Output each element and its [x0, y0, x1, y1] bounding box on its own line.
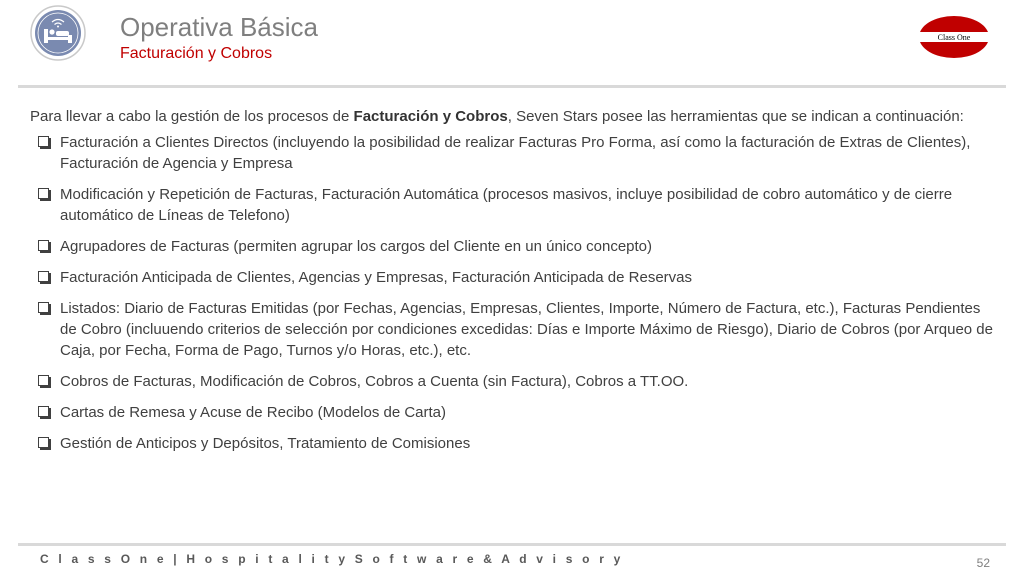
class-one-logo [918, 15, 990, 59]
intro-paragraph [30, 106, 998, 127]
list-item [30, 184, 998, 226]
bed-icon [30, 5, 86, 61]
footer-brand-text: C l a s s O n e | H o s p i t a l i t y S o f t w a r e & A d v i s o r y [40, 552, 624, 566]
list-item-text: Facturación a Clientes Directos (incluyendo la posibilidad de realizar Facturas Pro Forma, así como la facturación de Extras de Clientes), Facturación de Agencia y Empresa [60, 134, 971, 172]
list-item [30, 298, 998, 361]
list-item [30, 433, 998, 454]
list-item-text: Modificación y Repetición de Facturas, Facturación Automática (procesos masivos, incluye posibilidad de cobro automático y de cierre automático de Líneas de Telefono) [60, 186, 953, 224]
intro-text-after: , Seven Stars posee las herramientas que se indican a continuación: [507, 108, 964, 125]
list-item [30, 267, 998, 288]
list-item-text: Cartas de Remesa y Acuse de Recibo (Modelos de Carta) [60, 404, 447, 421]
list-item-text: Gestión de Anticipos y Depósitos, Tratamiento de Comisiones [60, 435, 471, 452]
page-number: 52 [976, 556, 990, 570]
list-item [30, 236, 998, 257]
checkbox-bullet-icon [38, 406, 49, 417]
checkbox-bullet-icon [38, 188, 49, 199]
page-subtitle: Facturación y Cobros [120, 45, 273, 62]
class-one-logo-text: Class One [937, 33, 971, 42]
checkbox-bullet-icon [38, 437, 49, 448]
title-block [120, 12, 318, 64]
intro-text-before: Para llevar a cabo la gestión de los procesos de [30, 108, 354, 125]
checkbox-bullet-icon [38, 375, 49, 386]
list-item [30, 402, 998, 423]
seven-stars-logo [30, 5, 86, 61]
main-content [30, 106, 998, 464]
checkbox-bullet-icon [38, 271, 49, 282]
list-item-text: Listados: Diario de Facturas Emitidas (por Fechas, Agencias, Empresas, Clientes, Importe, Número de Factura, etc.), Facturas Pendientes de Cobro (incluuendo criterios de selección por condiciones excedidas: Días e Importe Máximo de Riesgo), Diario de Cobros (por Arqueo de Caja, por Fecha, Forma de Pago, Turnos y/o Horas, etc.), etc. [60, 300, 993, 359]
checkbox-bullet-icon [38, 136, 49, 147]
feature-list [30, 132, 998, 454]
list-item [30, 132, 998, 174]
intro-bold-text: Facturación y Cobros [353, 108, 508, 125]
checkbox-bullet-icon [38, 240, 49, 251]
list-item-text: Facturación Anticipada de Clientes, Agencias y Empresas, Facturación Anticipada de Reservas [60, 269, 693, 286]
footer-divider [18, 543, 1006, 546]
list-item-text: Cobros de Facturas, Modificación de Cobros, Cobros a Cuenta (sin Factura), Cobros a TT.OO. [60, 373, 689, 390]
checkbox-bullet-icon [38, 302, 49, 313]
page-title: Operativa Básica [120, 12, 318, 42]
list-item [30, 371, 998, 392]
list-item-text: Agrupadores de Facturas (permiten agrupar los cargos del Cliente en un único concepto) [60, 238, 653, 255]
header-divider [18, 85, 1006, 88]
